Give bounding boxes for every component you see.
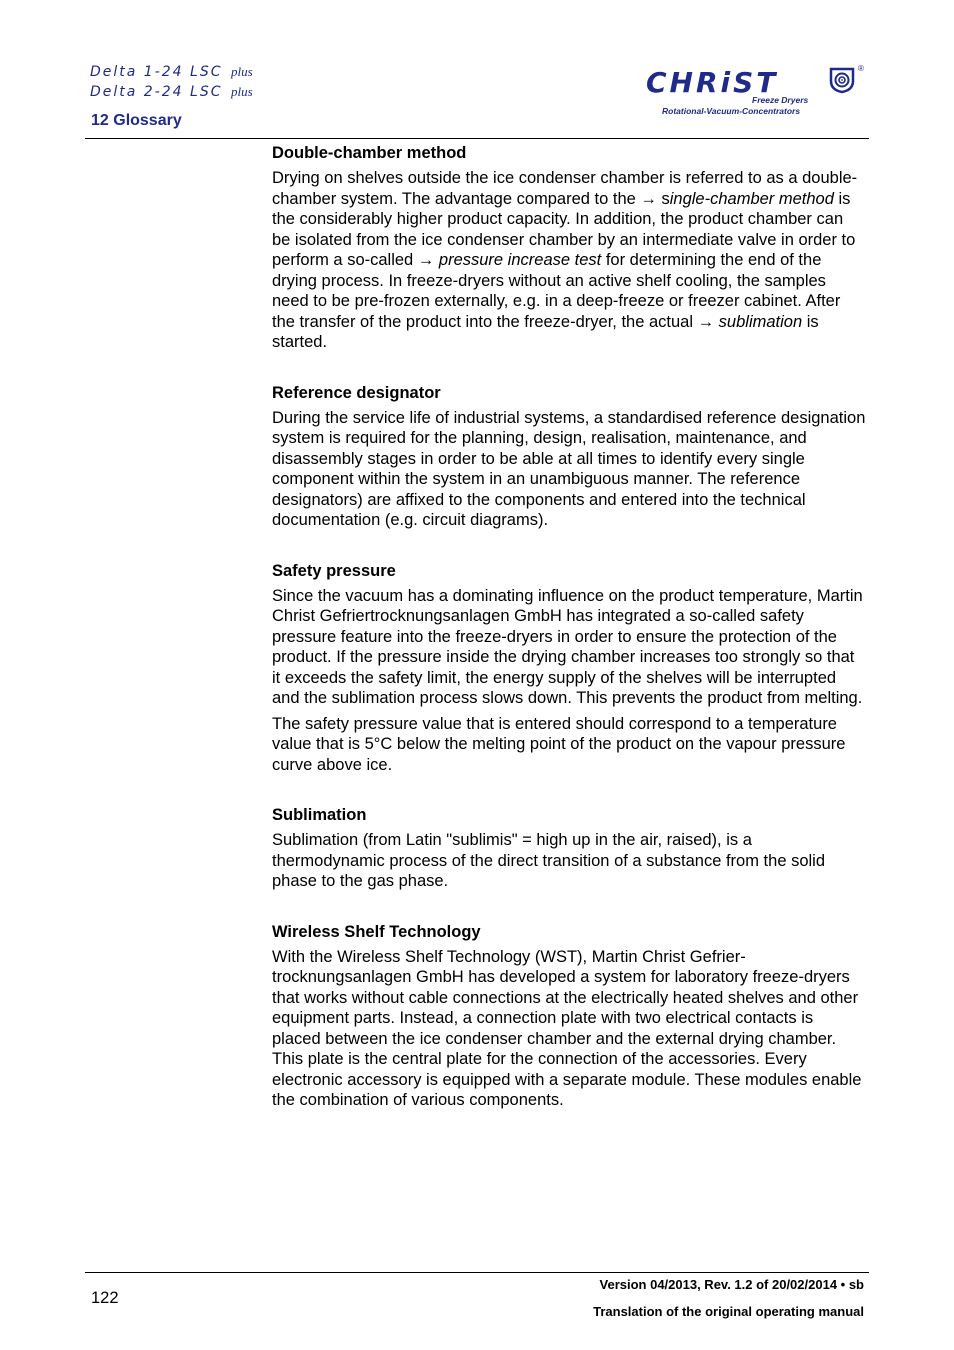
entry-heading: Sublimation (272, 806, 367, 824)
entry-paragraph (272, 168, 866, 353)
registered-mark: ® (858, 64, 864, 73)
page-number: 122 (91, 1289, 119, 1307)
model-name: Delta 1-24 LSC (90, 64, 223, 80)
entry-heading: Reference designator (272, 383, 441, 402)
entry-heading: Double-chamber method (272, 144, 467, 162)
footer-divider (85, 1272, 869, 1273)
model-name: Delta 2-24 LSC (90, 84, 223, 100)
text-run: The safety pressure value that is entered should correspond to a temperature value that is 5°C below the melting point of the product on the vapour pressure curve above ice. (272, 714, 846, 774)
glossary-entries (272, 143, 866, 1141)
text-run: Drying on shelves outside the ice condenser chamber is referred to as a double-chamber system. The advantage compared to the → s (272, 169, 858, 208)
translation-note: Translation of the original operating manual (593, 1304, 864, 1319)
header-divider (85, 138, 869, 139)
logo-tagline-freeze-dryers: Freeze Dryers (752, 95, 809, 105)
glossary-entry (272, 805, 866, 892)
christ-logo (640, 62, 868, 122)
text-run: is the considerably higher product capacity. In addition, the product chamber can be isolated from the ice condenser chamber by an intermediate valve in order to perform a so-called → (272, 189, 856, 269)
model-line-1 (90, 62, 253, 82)
logo-tagline-concentrators: Rotational-Vacuum-Concentrators (662, 106, 801, 116)
cross-reference-term: sublimation (718, 312, 803, 331)
version-info: Version 04/2013, Rev. 1.2 of 20/02/2014 • sb (599, 1277, 864, 1292)
model-line-2 (90, 82, 253, 102)
logo-wordmark: CHRiST (646, 66, 779, 99)
glossary-entry (272, 383, 866, 531)
text-run: Sublimation (from Latin "sublimis" = high up in the air, raised), is a thermodynamic process of the direct transition of a substance from the solid phase to the gas phase. (272, 831, 826, 890)
christ-logo-mark-icon (828, 66, 856, 94)
text-run: is started. (272, 312, 819, 351)
section-title: 12 Glossary (91, 112, 182, 129)
entry-paragraph (272, 830, 866, 892)
text-run: Since the vacuum has a dominating influence on the product temperature, Martin Christ Gefriertrocknungsanlagen GmbH has integrated a so-called safety pressure feature into the freeze-dryers in order to ensure the protection of the product. If the pressure inside the drying chamber increases too strongly so that it exceeds the safety limit, the energy supply of the shelves will be interrupted and the sublimation process slows down. This prevents the product from melting. (272, 586, 863, 707)
text-run: With the Wireless Shelf Technology (WST), Martin Christ Gefrier-trocknungsanlagen GmbH has developed a system for laboratory freeze-dryers that works without cable connections at the electrically heated shelves and other equipment parts. Instead, a connection plate with two electrical contacts is placed between the ice condenser chamber and the external drying chamber. This plate is the central plate for the connection of the accessories. Every electronic accessory is equipped with a separate module. These modules enable the combination of various components. (272, 947, 862, 1109)
cross-reference-term: pressure increase test (438, 251, 602, 269)
glossary-entry (272, 143, 866, 353)
glossary-entry (272, 922, 866, 1111)
entry-paragraph (272, 586, 866, 709)
entry-heading: Wireless Shelf Technology (272, 922, 481, 941)
product-models (90, 62, 253, 102)
entry-paragraph (272, 947, 866, 1111)
text-run: for determining the end of the drying process. In freeze-dryers without an active shelf cooling, the samples need to be pre-frozen externally, e.g. in a deep-freeze or freezer cabinet. After the transfer of the product into the freeze-dryer, the actual → (272, 251, 841, 331)
entry-paragraph (272, 408, 866, 531)
model-suffix: plus (230, 64, 253, 79)
model-suffix: plus (230, 84, 253, 99)
cross-reference-term: ingle-chamber method (669, 189, 834, 208)
entry-paragraph (272, 714, 866, 776)
text-run: During the service life of industrial systems, a standardised reference designation system is required for the planning, design, realisation, maintenance, and disassembly stages in order to be able at all times to identify every single component within the system in an unambiguous manner. The reference designators) are affixed to the components and entered into the technical documentation (e.g. circuit diagrams). (272, 408, 866, 529)
glossary-entry (272, 561, 866, 776)
entry-heading: Safety pressure (272, 561, 396, 580)
